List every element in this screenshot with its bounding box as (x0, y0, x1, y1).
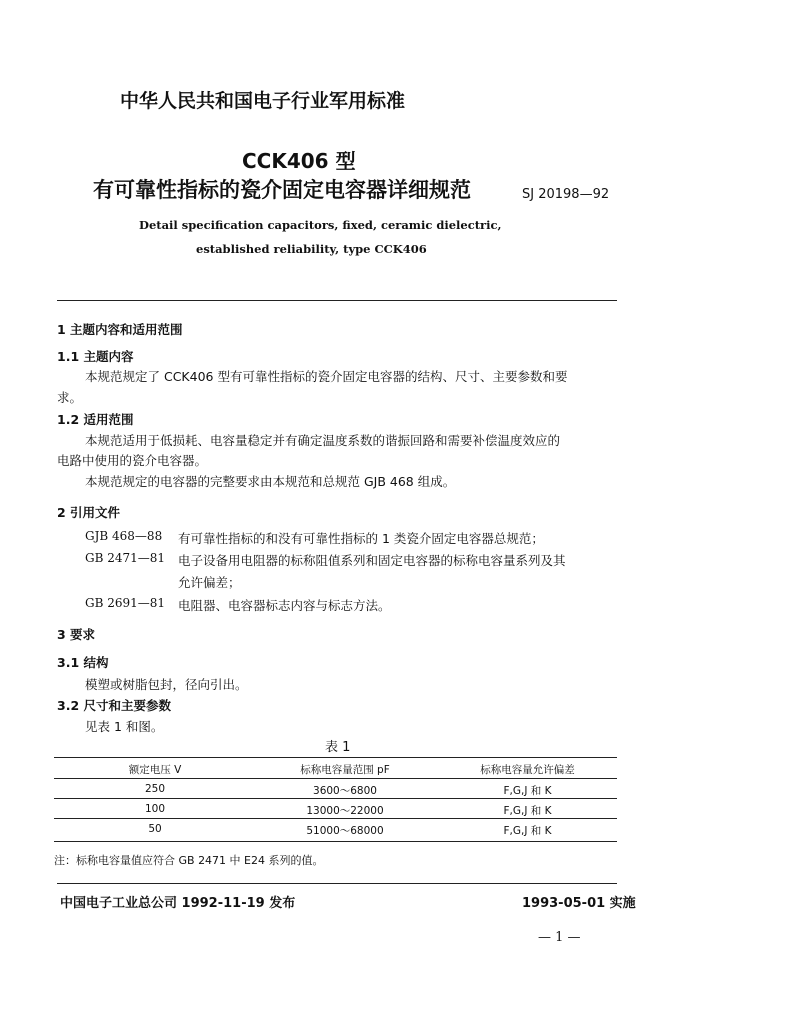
document-title: 有可靠性指标的瓷介固定电容器详细规范 (93, 178, 471, 202)
paragraph: 电路中使用的瓷介电容器。 (57, 453, 208, 468)
effective-date: 1993-05-01 实施 (522, 896, 636, 911)
reference-code: GB 2691—81 (85, 596, 166, 610)
reference-code: GJB 468—88 (85, 529, 163, 543)
table-cell: 250 (144, 783, 166, 795)
publish-date: 中国电子工业总公司 1992-11-19 发布 (60, 896, 296, 911)
section-1-1-heading: 1.1 主题内容 (57, 349, 134, 364)
reference-text: 电阻器、电容器标志内容与标志方法。 (178, 598, 391, 613)
model-title: CCK406 型 (242, 149, 356, 173)
page-number: — 1 — (538, 930, 581, 945)
section-3-heading: 3 要求 (57, 627, 96, 642)
table-row-rule (54, 818, 617, 819)
english-title-line-1: Detail specification capacitors, fixed, ceramic dielectric, (139, 218, 502, 232)
table-cell: 3600～6800 (313, 785, 377, 797)
reference-text: 有可靠性指标的和没有可靠性指标的 1 类瓷介固定电容器总规范； (178, 531, 544, 546)
reference-code: GB 2471—81 (85, 551, 166, 565)
standard-number: SJ 20198—92 (522, 187, 610, 202)
table-cell: 13000～22000 (306, 805, 384, 817)
section-2-heading: 2 引用文件 (57, 505, 121, 520)
column-header: 标称电容量范围 pF (300, 764, 390, 776)
paragraph: 本规范适用于低损耗、电容量稳定并有确定温度系数的谐振回路和需要补偿温度效应的 (85, 433, 561, 448)
paragraph: 本规范规定的电容器的完整要求由本规范和总规范 GJB 468 组成。 (85, 474, 456, 489)
section-3-2-heading: 3.2 尺寸和主要参数 (57, 698, 171, 713)
footer-divider (57, 883, 617, 884)
table-top-rule (54, 757, 617, 758)
table-cell: F,G,J 和 K (503, 785, 552, 797)
paragraph: 本规范规定了 CCK406 型有可靠性指标的瓷介固定电容器的结构、尺寸、主要参数和要 (85, 369, 568, 384)
section-3-1-heading: 3.1 结构 (57, 655, 109, 670)
table-cell: 100 (144, 803, 166, 815)
table-cell: 50 (148, 823, 162, 835)
table-header-rule (54, 778, 617, 779)
table-cell: 51000～68000 (306, 825, 384, 837)
header-divider (57, 300, 617, 301)
table-caption: 表 1 (325, 740, 351, 755)
reference-text-continued: 允许偏差； (178, 575, 241, 590)
column-header: 标称电容量允许偏差 (480, 764, 575, 776)
column-header: 额定电压 V (128, 764, 182, 776)
section-1-2-heading: 1.2 适用范围 (57, 412, 134, 427)
paragraph: 模塑或树脂包封，径向引出。 (85, 677, 248, 692)
paragraph: 求。 (57, 390, 83, 405)
reference-text: 电子设备用电阻器的标称阻值系列和固定电容器的标称电容量系列及其 (178, 553, 566, 568)
table-bottom-rule (54, 841, 617, 842)
standard-category: 中华人民共和国电子行业军用标准 (120, 90, 406, 112)
table-row-rule (54, 798, 617, 799)
table-note: 注：标称电容量值应符合 GB 2471 中 E24 系列的值。 (54, 854, 324, 867)
table-cell: F,G,J 和 K (503, 805, 552, 817)
section-1-heading: 1 主题内容和适用范围 (57, 322, 183, 337)
table-cell: F,G,J 和 K (503, 825, 552, 837)
english-title-line-2: established reliability, type CCK406 (196, 242, 427, 256)
paragraph: 见表 1 和图。 (85, 719, 164, 734)
